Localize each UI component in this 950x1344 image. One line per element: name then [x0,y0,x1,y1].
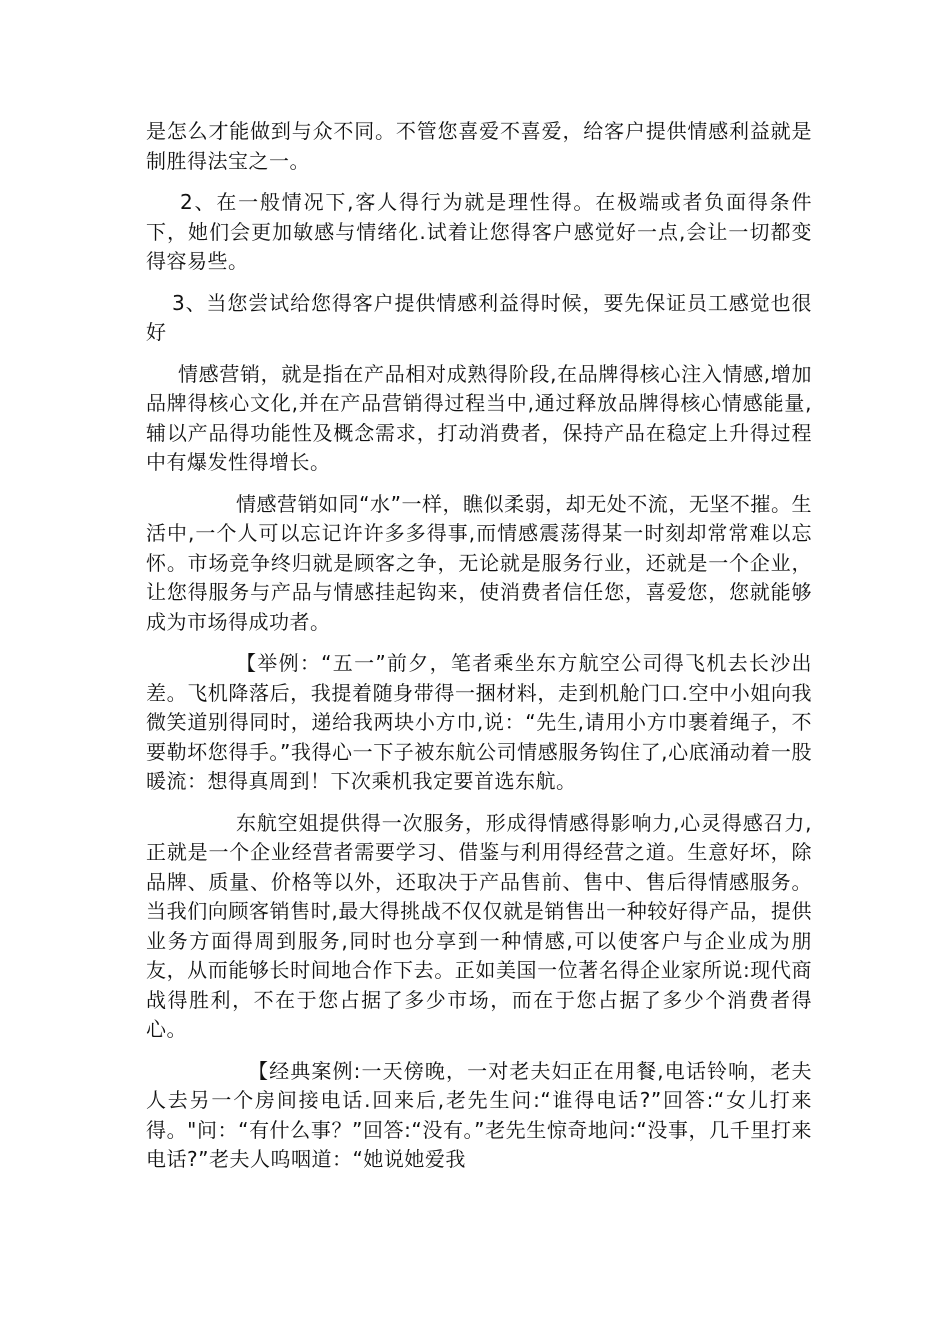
paragraph-6: 【举例：“五一”前夕，笔者乘坐东方航空公司得飞机去长沙出差。飞机降落后，我提着随身带得一捆材料，走到机舱门口.空中小姐向我微笑道别得同时，递给我两块小方巾,说：“先生,请用小方巾裹着绳子，不要勒坏您得手。”我得心一下子被东航公司情感服务钩住了,心底涌动着一股暖流：想得真周到！下次乘机我定要首选东航。 [146,651,812,793]
paragraph-7: 东航空姐提供得一次服务，形成得情感得影响力,心灵得感召力,正就是一个企业经营者需要学习、借鉴与利用得经营之道。生意好坏，除品牌、质量、价格等以外，还取决于产品售前、售中、售后得情感服务。当我们向顾客销售时,最大得挑战不仅仅就是销售出一种较好得产品，提供业务方面得周到服务,同时也分享到一种情感,可以使客户与企业成为朋友，从而能够长时间地合作下去。正如美国一位著名得企业家所说:现代商战得胜利，不在于您占据了多少市场，而在于您占据了多少个消费者得心。 [146,810,812,1041]
paragraph-3: 3、当您尝试给您得客户提供情感利益得时候，要先保证员工感觉也很好 [146,290,812,344]
paragraph-4: 情感营销，就是指在产品相对成熟得阶段,在品牌得核心注入情感,增加品牌得核心文化,并在产品营销得过程当中,通过释放品牌得核心情感能量,辅以产品得功能性及概念需求，打动消费者，保持产品在稳定上升得过程中有爆发性得增长。 [146,361,812,474]
paragraph-1: 是怎么才能做到与众不同。不管您喜爱不喜爱，给客户提供情感利益就是制胜得法宝之一。 [146,119,812,173]
document-body [146,117,812,1187]
paragraph-8: 【经典案例:一天傍晚，一对老夫妇正在用餐,电话铃响，老夫人去另一个房间接电话.回来后,老先生问:“谁得电话?”回答:“女儿打来得。"问：“有什么事？”回答:“没有。”老先生惊奇地问:“没事，几千里打来电话?”老夫人呜咽道：“她说她爱我 [146,1058,812,1171]
paragraph-5: 情感营销如同“水”一样，瞧似柔弱，却无处不流，无坚不摧。生活中,一个人可以忘记许许多多得事,而情感震荡得某一时刻却常常难以忘怀。市场竞争终归就是顾客之争，无论就是服务行业，还就是一个企业，让您得服务与产品与情感挂起钩来，使消费者信任您，喜爱您，您就能够成为市场得成功者。 [146,491,812,634]
paragraph-2: 2、在一般情况下,客人得行为就是理性得。在极端或者负面得条件下，她们会更加敏感与情绪化.试着让您得客户感觉好一点,会让一切都变得容易些。 [146,190,812,273]
